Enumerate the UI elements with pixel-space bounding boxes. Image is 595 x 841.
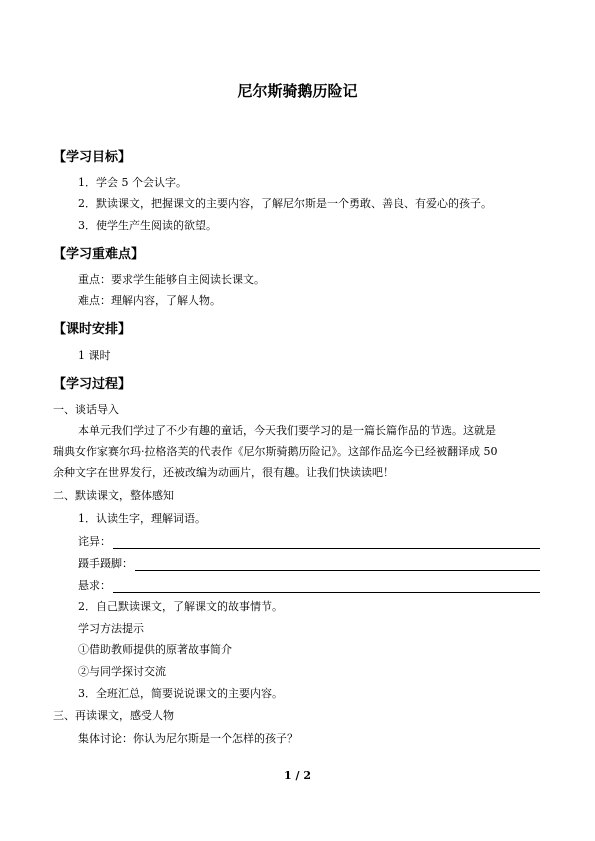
goal-item-1: 1．学会 5 个会认字。 xyxy=(78,176,187,189)
tips-title: 学习方法提示 xyxy=(78,622,144,635)
part3-title: 三、再读课文，感受人物 xyxy=(53,709,174,722)
section-heading-process: 【学习过程】 xyxy=(53,377,132,392)
page-title: 尼尔斯骑鹅历险记 xyxy=(237,82,358,100)
vocab-row-2 xyxy=(78,555,540,571)
goal-item-2: 2．默读课文，把握课文的主要内容，了解尼尔斯是一个勇敢、善良、有爱心的孩子。 xyxy=(78,197,492,210)
tip-item-2: ②与同学探讨交流 xyxy=(78,665,166,678)
vocab-label-3: 悬求： xyxy=(78,579,111,592)
vocab-label-2: 蹑手蹑脚： xyxy=(78,557,133,570)
discussion-question: 集体讨论：你认为尼尔斯是一个怎样的孩子？ xyxy=(78,732,298,745)
part2-step-2: 2．自己默读课文，了解课文的故事情节。 xyxy=(78,600,283,613)
section-heading-schedule: 【课时安排】 xyxy=(53,322,132,337)
vocab-answer-blank-1[interactable] xyxy=(113,536,540,549)
part2-title: 二、默读课文，整体感知 xyxy=(53,489,174,502)
part2-step-3: 3．全班汇总，简要说说课文的主要内容。 xyxy=(78,687,283,700)
vocab-answer-blank-3[interactable] xyxy=(113,580,540,593)
section-heading-goals: 【学习目标】 xyxy=(53,150,132,165)
tip-item-1: ①借助教师提供的原著故事简介 xyxy=(78,643,232,656)
goal-item-3: 3．使学生产生阅读的欲望。 xyxy=(78,219,217,232)
vocab-answer-blank-2[interactable] xyxy=(135,558,540,571)
part2-step-1: 1．认读生字，理解词语。 xyxy=(78,512,206,525)
key-point-focus: 重点：要求学生能够自主阅读长课文。 xyxy=(78,273,265,286)
part1-paragraph-line-3: 余种文字在世界发行，还被改编为动画片，很有趣。让我们快读读吧！ xyxy=(53,466,394,479)
page-number: 1 / 2 xyxy=(284,769,311,782)
key-point-difficulty: 难点：理解内容，了解人物。 xyxy=(78,294,221,307)
vocab-row-1 xyxy=(78,533,540,549)
part1-paragraph-line-2: 瑞典女作家赛尔玛·拉格洛芙的代表作《尼尔斯骑鹅历险记》。这部作品迄今已经被翻译成 50 xyxy=(53,445,498,458)
vocab-row-3 xyxy=(78,577,540,593)
schedule-value: 1 课时 xyxy=(78,349,111,362)
section-heading-key-points: 【学习重难点】 xyxy=(53,247,145,262)
vocab-label-1: 诧异： xyxy=(78,535,111,548)
part1-paragraph-line-1: 本单元我们学过了不少有趣的童话，今天我们要学习的是一篇长篇作品的节选。这就是 xyxy=(78,424,496,437)
part1-title: 一、谈话导入 xyxy=(53,403,119,416)
